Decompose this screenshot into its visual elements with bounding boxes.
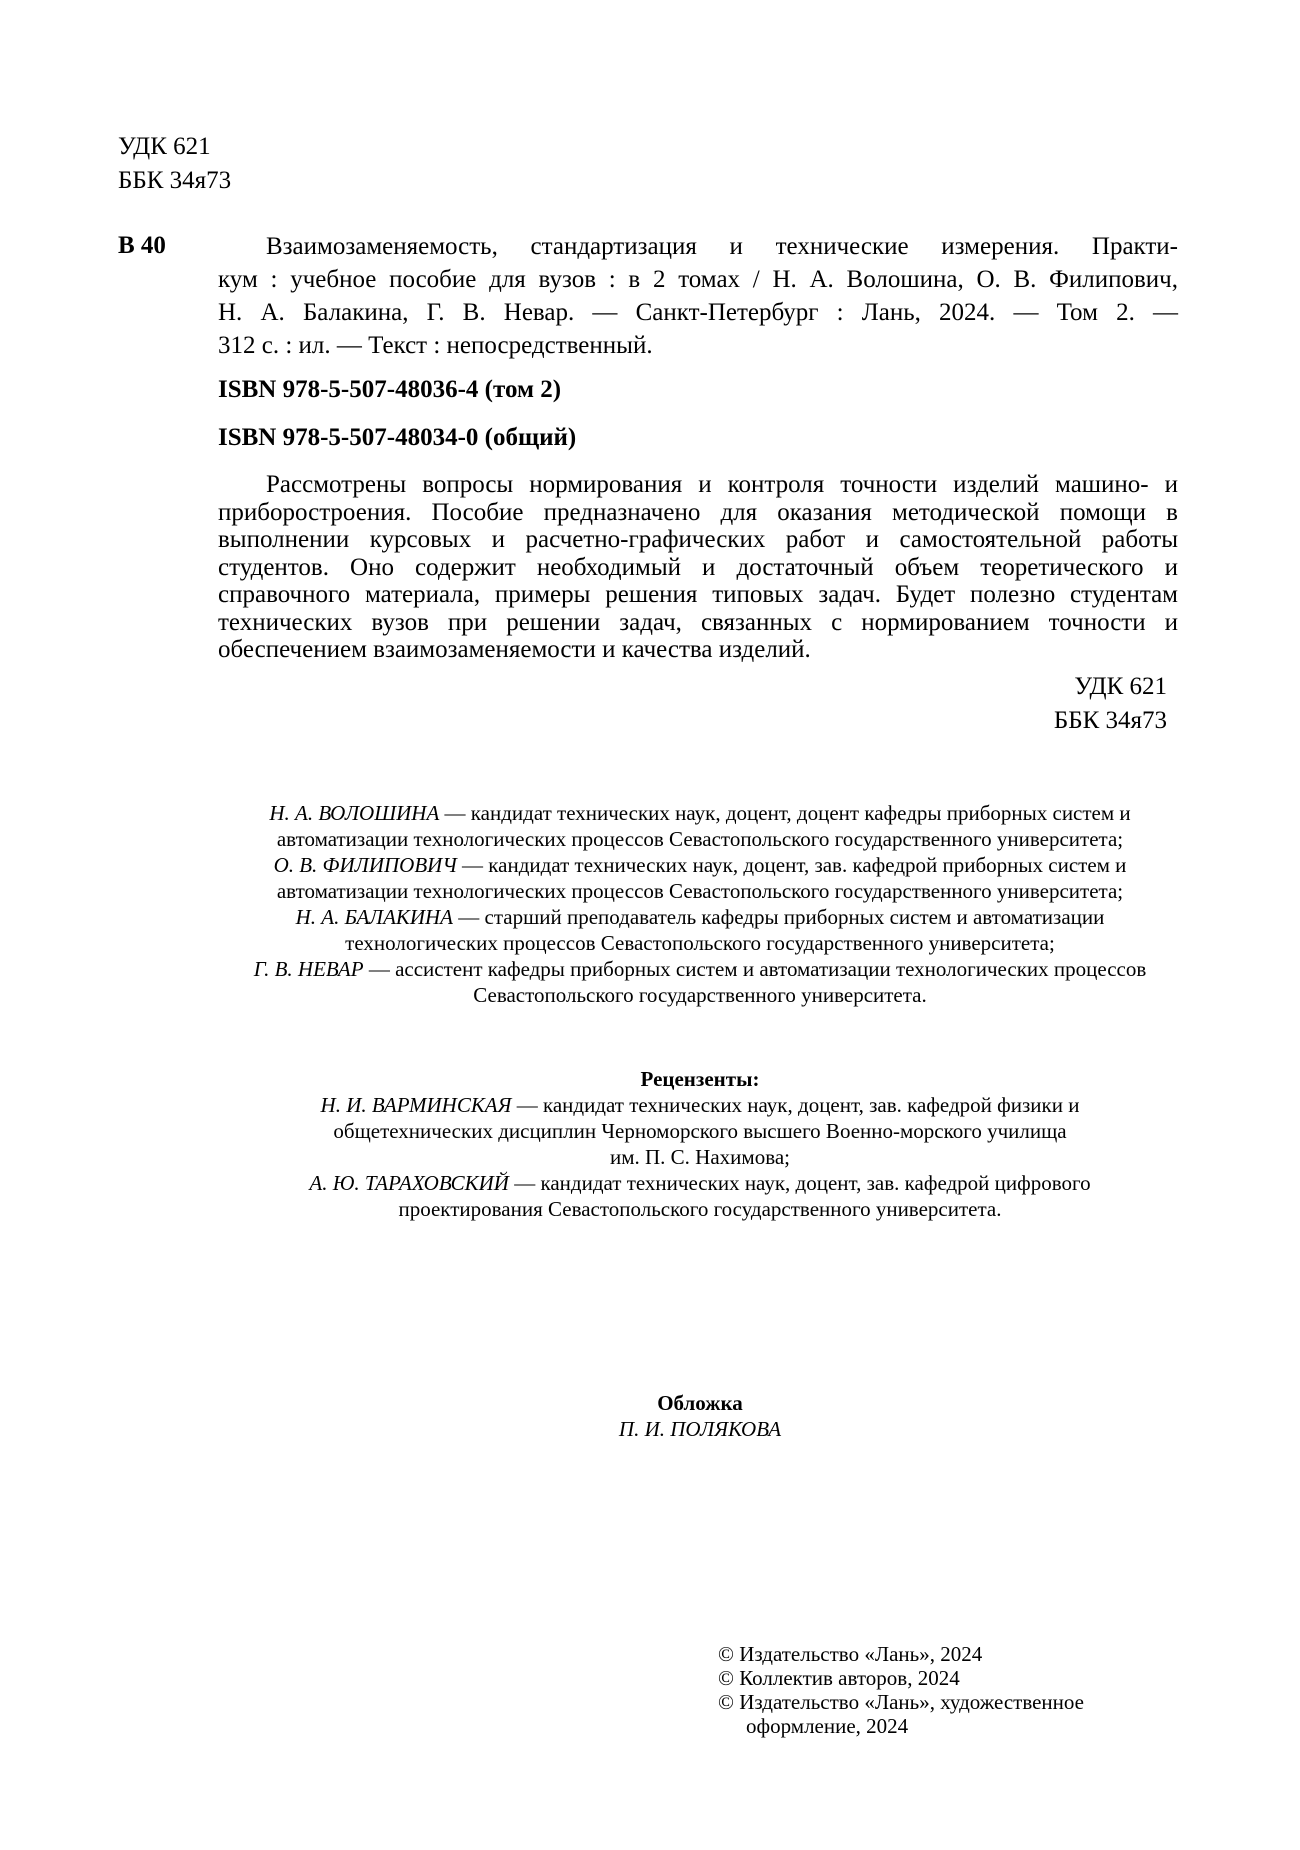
author-name: Н. А. БАЛАКИНА (295, 905, 454, 929)
author-entry-line: технологических процессов Севастопольского государственного университета; (345, 931, 1055, 955)
cover-credit (190, 1390, 1210, 1442)
bibliographic-record (218, 230, 1178, 362)
annotation-line: студентов. Оно содержит необходимый и достаточный объем теоретического и (218, 553, 1178, 581)
author-entry-line (190, 904, 1210, 930)
reviewer-name: Н. И. ВАРМИНСКАЯ (320, 1093, 512, 1117)
reviewer-name: А. Ю. ТАРАХОВСКИЙ (309, 1171, 509, 1195)
author-description: — кандидат технических наук, доцент, зав. кафедрой приборных систем и (456, 853, 1127, 877)
reviewer-description: — кандидат технических наук, доцент, зав. кафедрой физики и (511, 1093, 1080, 1117)
bbk-code: ББК 34я73 (1053, 707, 1167, 734)
annotation-line: справочного материала, примеры решения типовых задач. Будет полезно студентам (218, 581, 1178, 608)
reviewers-heading: Рецензенты: (640, 1067, 760, 1091)
author-entry-line: автоматизации технологических процессов Севастопольского государственного университета; (276, 879, 1124, 903)
annotation-line: приборостроения. Пособие предназначено для оказания методической помощи в (218, 498, 1178, 526)
copyright-line: © Издательство «Лань», 2024 (718, 1642, 983, 1666)
annotation-line: Рассмотрены вопросы нормирования и контроля точности изделий машино- и (266, 471, 1178, 498)
classification-codes-bottom (1054, 670, 1167, 738)
authors-block (190, 800, 1210, 1008)
author-name: Н. А. ВОЛОШИНА (269, 801, 440, 825)
author-description: — кандидат технических наук, доцент, доцент кафедры приборных систем и (439, 801, 1131, 825)
cover-designer-name: П. И. ПОЛЯКОВА (618, 1417, 782, 1441)
annotation (218, 471, 1178, 664)
bib-line: кум : учебное пособие для вузов : в 2 томах / Н. А. Волошина, О. В. Филипович, (218, 266, 1178, 293)
cover-heading: Обложка (657, 1391, 743, 1415)
reviewer-entry-line: проектирования Севастопольского государственного университета. (398, 1197, 1002, 1221)
udk-code: УДК 621 (1074, 673, 1167, 700)
bib-line: Взаимозаменяемость, стандартизация и технические измерения. Практи- (266, 233, 1178, 260)
isbn-general: ISBN 978-5-507-48034-0 (общий) (218, 424, 577, 451)
reviewer-entry-line (190, 1170, 1210, 1196)
annotation-line: обеспечением взаимозаменяемости и качества изделий. (218, 636, 811, 663)
author-description: — старший преподаватель кафедры приборных систем и автоматизации (453, 905, 1105, 929)
bbk-code: ББК 34я73 (118, 167, 232, 194)
author-entry-line (190, 800, 1210, 826)
copyright-block (718, 1642, 1084, 1738)
annotation-line: технических вузов при решении задач, связанных с нормированием точности и (218, 608, 1178, 636)
reviewer-entry-line: им. П. С. Нахимова; (609, 1145, 790, 1169)
author-mark: В 40 (118, 232, 166, 259)
author-name: Г. В. НЕВАР (253, 957, 364, 981)
author-description: — ассистент кафедры приборных систем и автоматизации технологических процессов (363, 957, 1147, 981)
bib-line: 312 с. : ил. — Текст : непосредственный. (218, 332, 653, 359)
author-name: О. В. ФИЛИПОВИЧ (273, 853, 457, 877)
classification-codes-top (118, 130, 231, 198)
author-entry-line (190, 852, 1210, 878)
author-entry-line: Севастопольского государственного университета. (473, 983, 927, 1007)
reviewer-description: — кандидат технических наук, доцент, зав. кафедрой цифрового (508, 1171, 1091, 1195)
isbn-volume: ISBN 978-5-507-48036-4 (том 2) (218, 376, 562, 403)
copyright-line: © Коллектив авторов, 2024 (718, 1666, 960, 1690)
copyright-line: © Издательство «Лань», художественное (718, 1690, 1084, 1714)
author-entry-line (190, 956, 1210, 982)
reviewers-block (190, 1066, 1210, 1222)
udk-code: УДК 621 (118, 133, 211, 160)
author-entry-line: автоматизации технологических процессов Севастопольского государственного университета; (276, 827, 1124, 851)
copyright-line: оформление, 2024 (746, 1714, 909, 1738)
annotation-line: выполнении курсовых и расчетно-графических работ и самостоятельной работы (218, 526, 1178, 553)
bib-line: Н. А. Балакина, Г. В. Невар. — Санкт-Петербург : Лань, 2024. — Том 2. — (218, 299, 1178, 326)
reviewer-entry-line (190, 1092, 1210, 1118)
reviewer-entry-line: общетехнических дисциплин Черноморского высшего Военно-морского училища (333, 1119, 1067, 1143)
